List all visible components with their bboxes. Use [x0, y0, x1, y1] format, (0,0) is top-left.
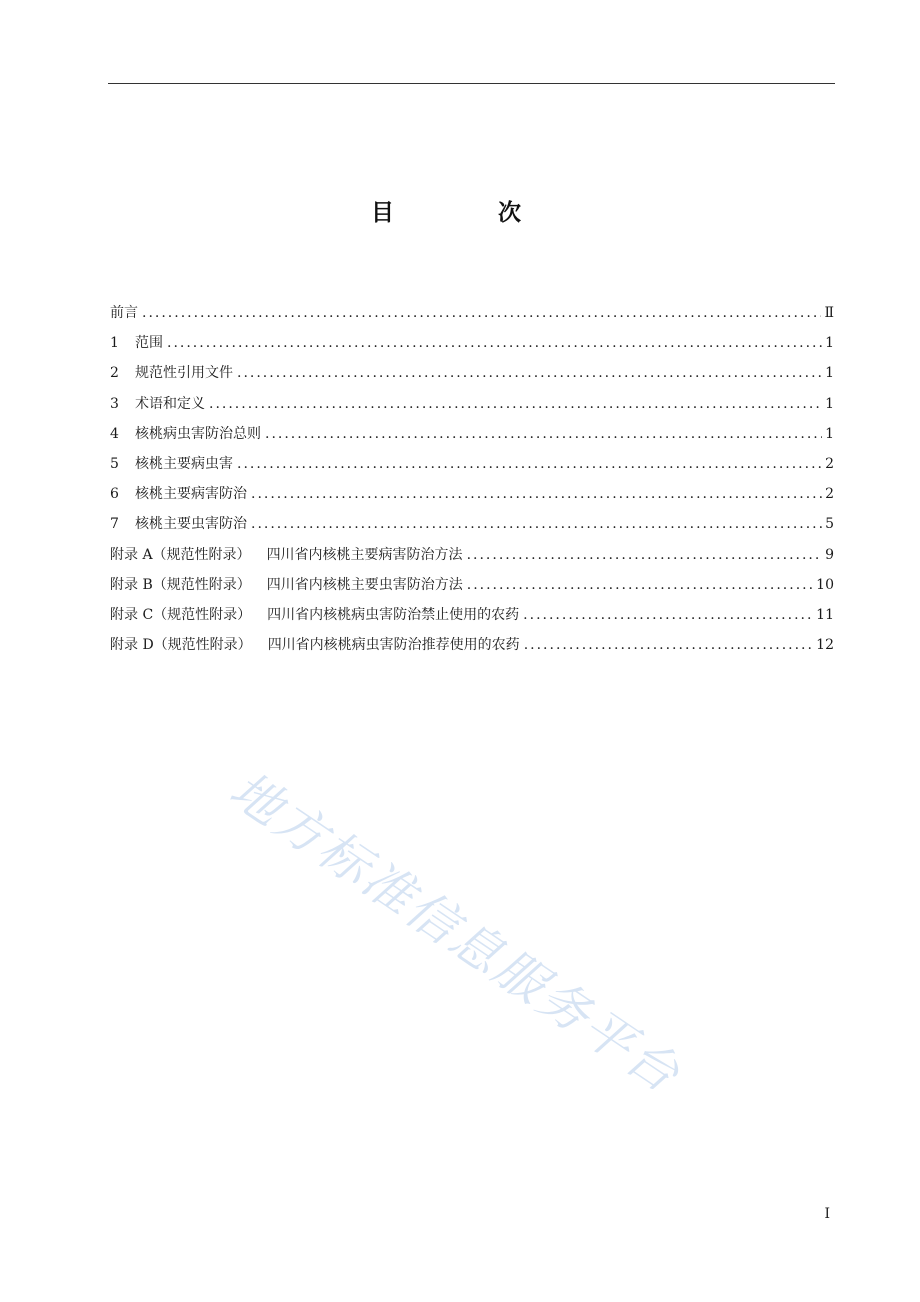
toc-entry-number: 5 [110, 455, 119, 472]
toc-entry-page: 5 [825, 516, 834, 533]
watermark: 地方标准信息服务平台 [219, 760, 692, 1105]
toc-entry[interactable] [110, 419, 834, 449]
toc-entry-title: 规范性引用文件 [135, 365, 233, 382]
toc-entry-title: 附录 A（规范性附录） [110, 546, 251, 563]
toc-entry-leader-dots [167, 328, 822, 358]
toc-entry-page: 1 [825, 335, 834, 352]
toc-entry-page: 10 [816, 576, 834, 593]
toc-entry-number: 4 [110, 425, 119, 442]
toc-entry-number: 7 [110, 516, 119, 533]
toc-entry-page: 11 [816, 606, 834, 623]
toc-entry[interactable] [110, 630, 834, 660]
toc-entry-title: 前言 [110, 305, 138, 321]
toc-entry-number: 6 [110, 486, 119, 503]
toc-entry[interactable] [110, 389, 834, 419]
toc-entry-title: 范围 [135, 335, 163, 352]
toc-entry-leader-dots [142, 298, 821, 328]
toc-entry-number: 2 [110, 365, 119, 382]
toc-entry-leader-dots [237, 449, 822, 479]
toc-entry[interactable] [110, 358, 834, 388]
toc-entry-title: 核桃主要病虫害 [135, 455, 233, 472]
table-of-contents [110, 298, 834, 660]
toc-entry-title: 附录 B（规范性附录） [110, 576, 251, 593]
toc-entry[interactable] [110, 449, 834, 479]
toc-entry-subtitle: 四川省内核桃病虫害防治禁止使用的农药 [267, 606, 520, 623]
toc-entry-page: 1 [825, 425, 834, 442]
toc-entry-leader-dots [467, 540, 823, 570]
toc-entry-page: 9 [825, 546, 834, 563]
toc-entry-leader-dots [237, 358, 822, 388]
toc-entry-subtitle: 四川省内核桃主要病害防治方法 [266, 546, 463, 563]
toc-entry[interactable] [110, 509, 834, 539]
toc-entry[interactable] [110, 328, 834, 358]
toc-entry-number: 1 [110, 335, 119, 352]
toc-entry-title: 附录 D（规范性附录） [110, 637, 252, 654]
toc-entry-page: 1 [825, 395, 834, 412]
toc-entry-subtitle: 四川省内核桃病虫害防治推荐使用的农药 [267, 637, 520, 654]
toc-entry-page: 2 [825, 455, 834, 472]
toc-entry-leader-dots [209, 389, 822, 419]
toc-entry-page: 2 [825, 486, 834, 503]
toc-entry-leader-dots [251, 479, 822, 509]
toc-entry-page: 1 [825, 365, 834, 382]
toc-entry-subtitle: 四川省内核桃主要虫害防治方法 [266, 576, 463, 593]
toc-entry[interactable] [110, 298, 834, 328]
toc-entry[interactable] [110, 600, 834, 630]
toc-entry-leader-dots [524, 630, 813, 660]
toc-entry-number: 3 [110, 395, 119, 412]
header-rule [108, 83, 835, 84]
toc-entry[interactable] [110, 540, 834, 570]
toc-entry-leader-dots [265, 419, 822, 449]
toc-entry-leader-dots [523, 600, 813, 630]
toc-entry-page: Ⅱ [824, 305, 834, 321]
toc-entry-title: 核桃主要虫害防治 [135, 516, 247, 533]
toc-entry-leader-dots [467, 570, 813, 600]
toc-entry-title: 术语和定义 [135, 395, 205, 412]
toc-entry-title: 核桃主要病害防治 [135, 486, 247, 503]
page-number: I [824, 1206, 830, 1222]
toc-entry[interactable] [110, 479, 834, 509]
toc-entry-title: 核桃病虫害防治总则 [135, 425, 261, 442]
toc-entry-page: 12 [816, 637, 834, 654]
toc-entry[interactable] [110, 570, 834, 600]
toc-entry-title: 附录 C（规范性附录） [110, 606, 252, 623]
toc-entry-leader-dots [251, 509, 822, 539]
page-title: 目 次 [370, 200, 569, 226]
